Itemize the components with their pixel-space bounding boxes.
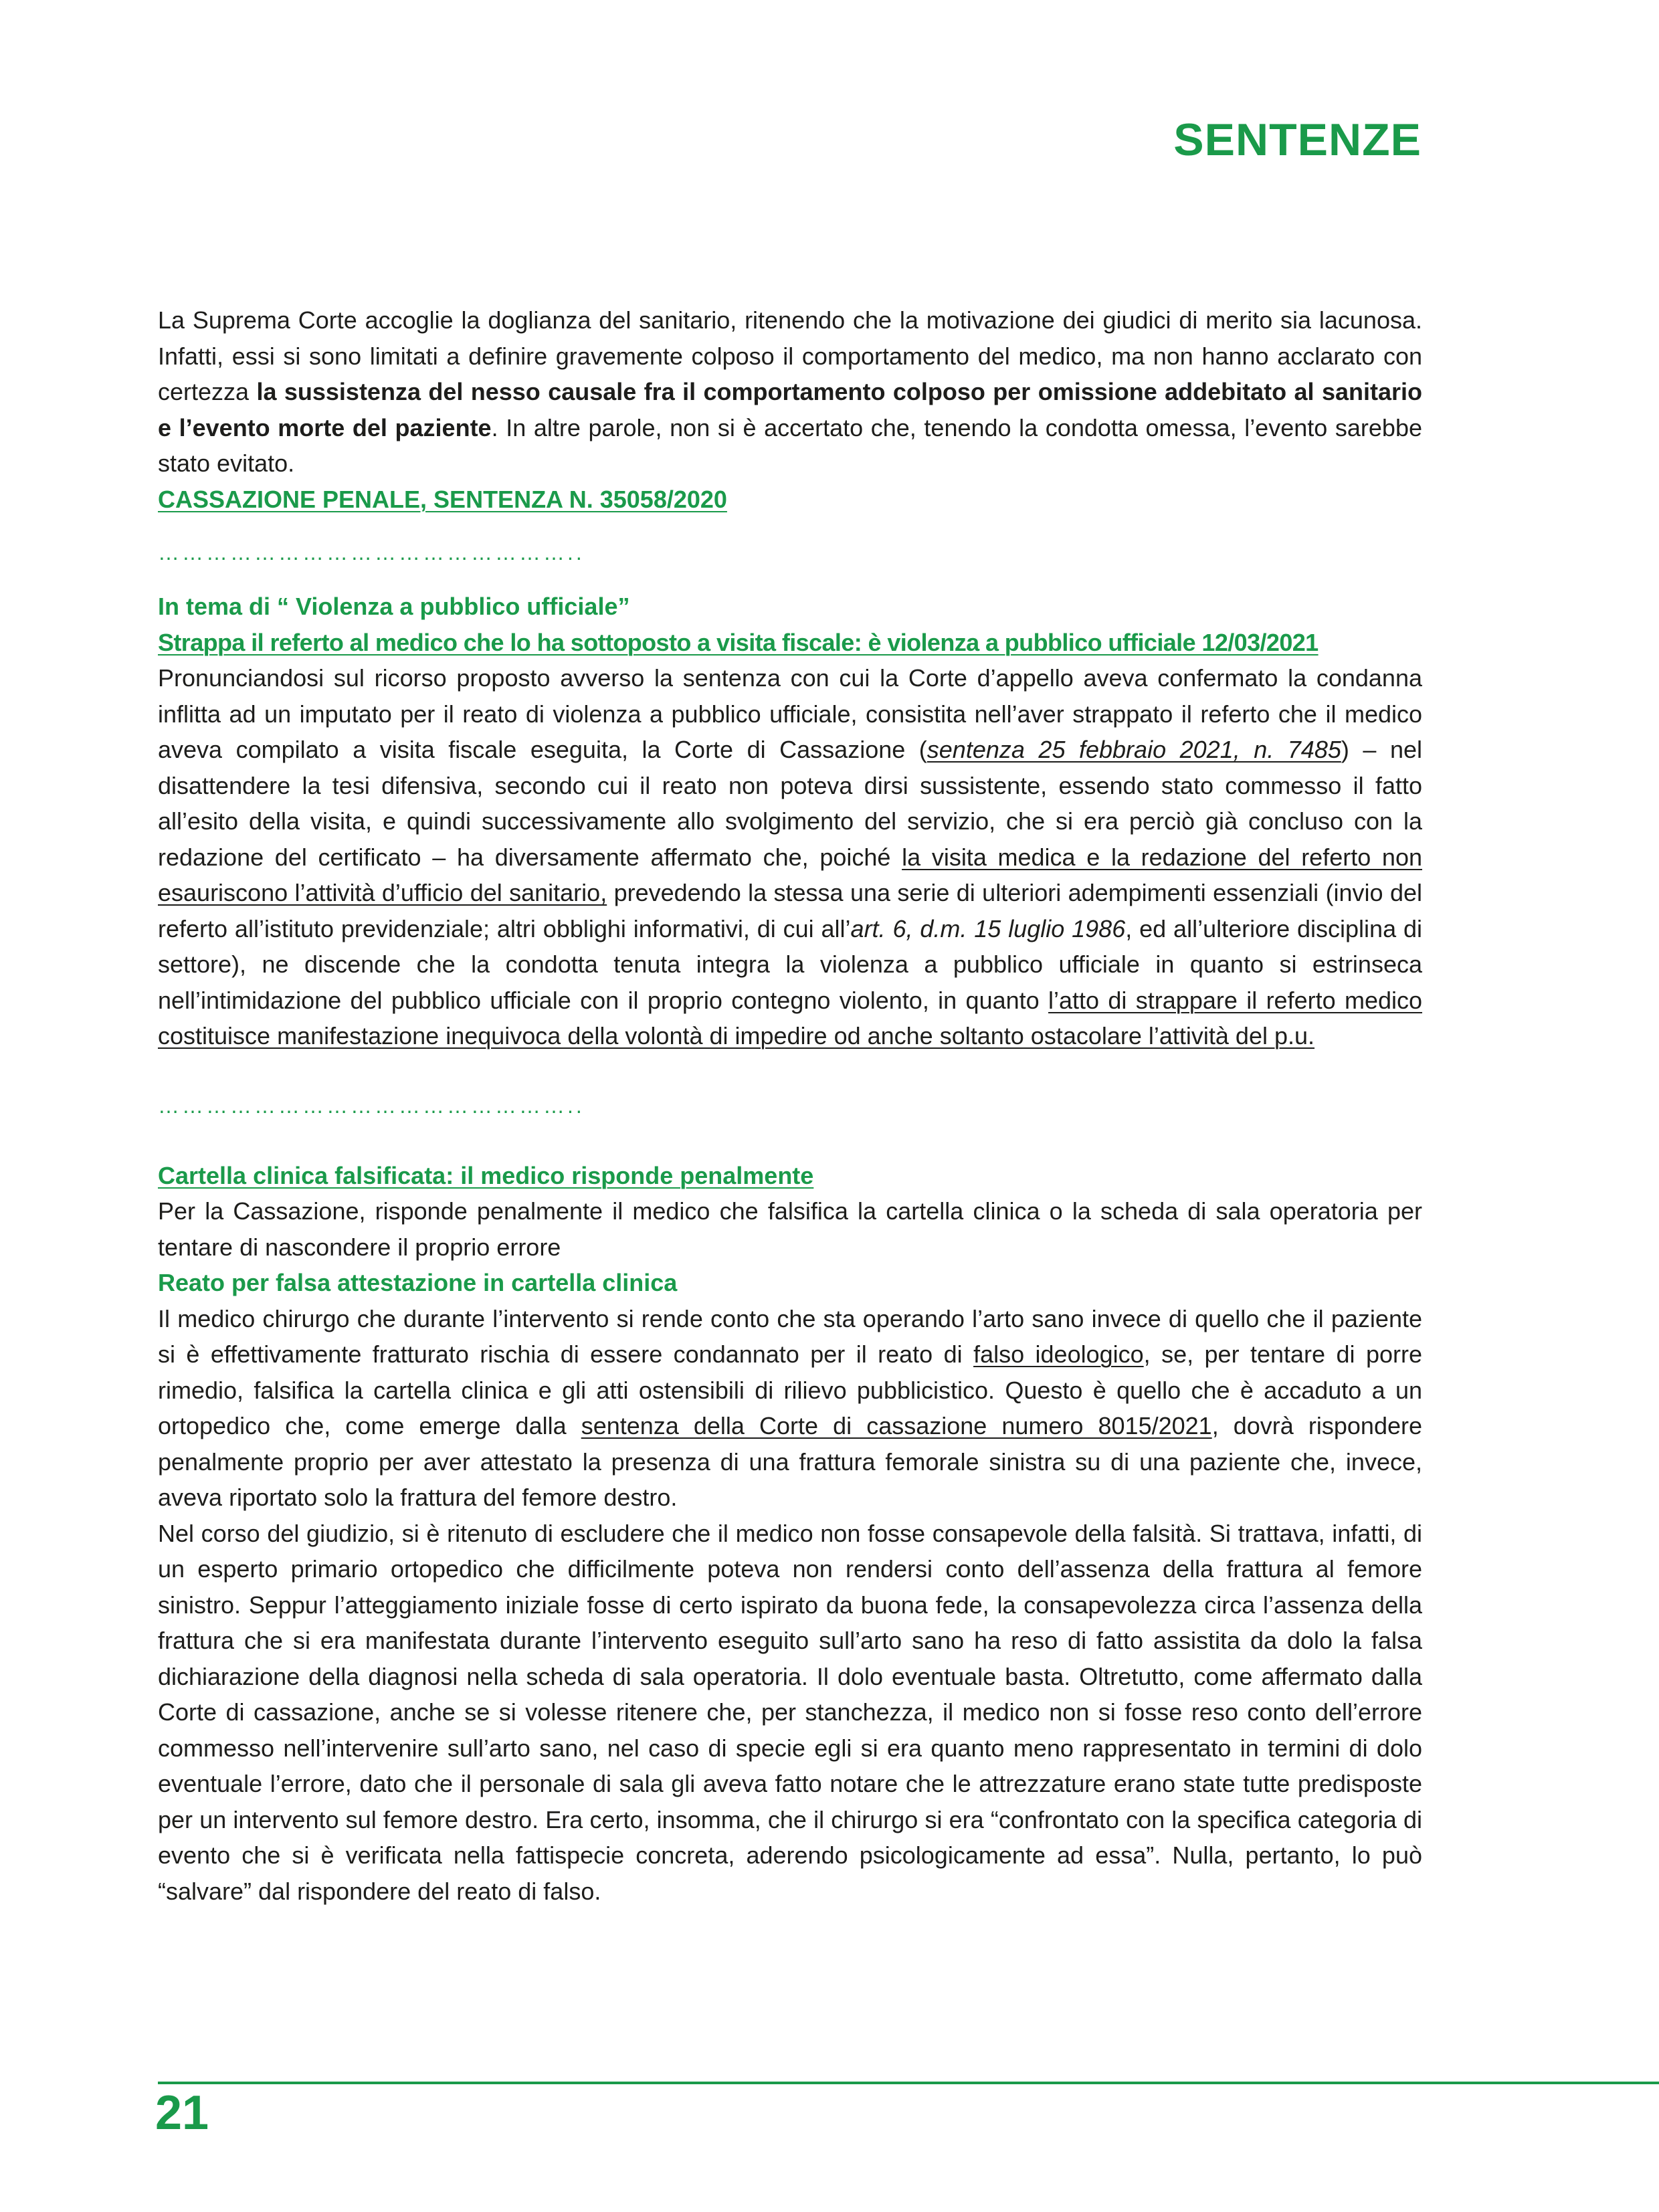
section-title: SENTENZE <box>1173 114 1422 165</box>
spacer <box>158 1142 1422 1158</box>
dotted-separator: …………………………………………….. <box>158 540 585 565</box>
paragraph-nesso-causale <box>158 302 1422 482</box>
text-span: La Suprema Corte accoglie la doglianza del sanitario, ritenendo che la motivazione dei giudici di merito sia lacunosa. Infatti, essi si sono limitati a definire gravemente colposo il comportamento del medico, ma non hanno acclarato con certezza <box>158 306 1422 405</box>
text-span: ) – nel disattendere la tesi difensiva, secondo cui il reato non poteva dirsi sussistente, essendo stato commesso il fatto all’esito della visita, e quindi successivamente allo svolgimento del servizio, che si era perciò già concluso con la redazione del certificato – ha diversamente affermato che, poiché <box>158 736 1422 871</box>
text-span: , dovrà rispondere penalmente proprio per aver attestato la presenza di una frattura femorale sinistra su di una paziente che, invece, aveva riportato solo la frattura del femore destro. <box>158 1412 1422 1511</box>
article-headline-link[interactable]: Cartella clinica falsificata: il medico risponde penalmente <box>158 1161 814 1189</box>
text-span: . In altre parole, non si è accertato che, tenendo la condotta omessa, l’evento sarebbe stato evitato. <box>158 413 1422 477</box>
article-body <box>158 302 1422 1909</box>
text-span: prevedendo la stessa una serie di ulteriori adempimenti essenziali (invio del referto all’istituto previdenziale; altri obblighi informativi, di cui all’ <box>158 879 1422 942</box>
text-span: Pronunciandosi sul ricorso proposto avverso la sentenza con cui la Corte d’appello aveva confermato la condanna inflitta ad un imputato per il reato di violenza a pubblico ufficiale, consistita nell’aver strappato il referto che il medico aveva compilato a visita fiscale eseguita, la Corte di Cassazione ( <box>158 664 1422 763</box>
intro-paragraph: Per la Cassazione, risponde penalmente il medico che falsifica la cartella clinica o la scheda di sala operatoria per tentare di nascondere il proprio errore <box>158 1197 1422 1261</box>
sentence-link[interactable]: sentenza della Corte di cassazione numero 8015/2021 <box>581 1412 1212 1439</box>
underlined-text: la visita medica e la redazione del referto non esauriscono l’attività d’ufficio del sanitario, <box>158 843 1422 906</box>
sentence-link[interactable]: sentenza 25 febbraio 2021, n. 7485 <box>926 736 1341 763</box>
paragraph-violenza <box>158 660 1422 1054</box>
page-number: 21 <box>155 2086 209 2140</box>
article-headline-link[interactable]: Strappa il referto al medico che lo ha sottoposto a visita fiscale: è violenza a pubblico ufficiale 12/03/2021 <box>158 628 1319 656</box>
text-span: Il medico chirurgo che durante l’intervento si rende conto che sta operando l’arto sano invece di quello che il paziente si è effettivamente fratturato rischia di essere condannato per il reato di <box>158 1304 1422 1368</box>
text-span: , se, per tentare di porre rimedio, falsifica la cartella clinica e gli atti ostensibili di rilievo pubblicistico. Questo è quello che è accaduto a un ortopedico che, come emerge dalla <box>158 1340 1422 1439</box>
dotted-separator: …………………………………………….. <box>158 1093 585 1118</box>
underlined-text: l’atto di strappare il referto medico costituisce manifestazione inequivoca della volontà di impedire od anche soltanto ostacolare l’attività del p.u. <box>158 986 1423 1049</box>
subheading: Reato per falsa attestazione in cartella clinica <box>158 1269 678 1296</box>
paragraph-dolo: Nel corso del giudizio, si è ritenuto di escludere che il medico non fosse consapevole della falsità. Si trattava, infatti, di un esperto primario ortopedico che difficilmente poteva non rendersi conto dell’assenza della frattura al femore sinistro. Seppur l’atteggiamento iniziale fosse di certo ispirato da buona fede, la consapevolezza circa l’assenza della frattura che si era manifestata durante l’intervento eseguito sull’arto sano ha reso di fatto assistita da dolo la falsa dichiarazione della diagnosi nella scheda di sala operatoria. Il dolo eventuale basta. Oltretutto, come affermato dalla Corte di cassazione, anche se si volesse ritenere che, per stanchezza, il medico non si fosse reso conto dell’errore commesso nell’intervenire sull’arto sano, nel caso di specie egli si era quanto meno rappresentato in termini di dolo eventuale l’errore, dato che il personale di sala gli aveva fatto notare che le attrezzature erano state tutte predisposte per un intervento sul femore destro. Era certo, insomma, che il chirurgo si era “confrontato con la specifica categoria di evento che si è verificata nella fattispecie concreta, aderendo psicologicamente ad essa”. Nulla, pertanto, lo può “salvare” dal rispondere del reato di falso. <box>158 1519 1422 1905</box>
topic-heading: In tema di “ Violenza a pubblico ufficiale” <box>158 593 630 620</box>
footer-divider <box>158 2082 1659 2084</box>
italic-text: art. 6, d.m. 15 luglio 1986 <box>850 914 1126 942</box>
text-span: , ed all’ulteriore disciplina di settore), ne discende che la condotta tenuta integra la violenza a pubblico ufficiale in quanto si estrinseca nell’intimidazione del pubblico ufficiale con il proprio contegno violento, in quanto <box>158 914 1423 1014</box>
law-link[interactable]: falso ideologico <box>973 1340 1144 1368</box>
paragraph-falso <box>158 1301 1422 1516</box>
bold-text: la sussistenza del nesso causale fra il comportamento colposo per omissione addebitato al sanitario e l’evento morte del paziente <box>158 378 1422 441</box>
citation-link[interactable]: CASSAZIONE PENALE, SENTENZA N. 35058/2020 <box>158 485 727 513</box>
